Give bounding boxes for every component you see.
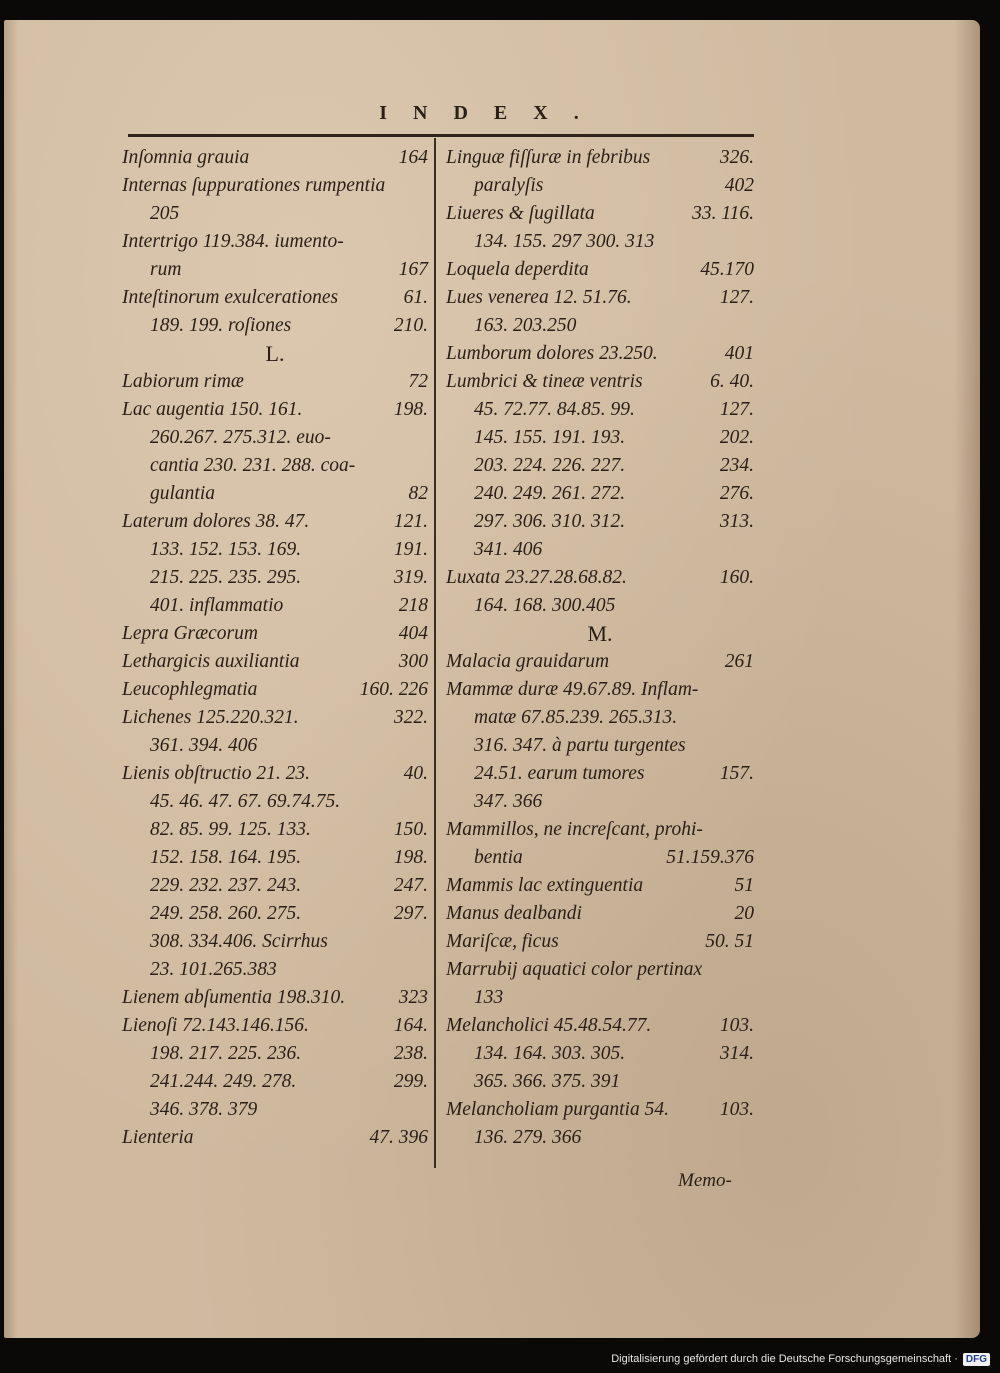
entry-text: 308. 334.406. Scirrhus — [150, 931, 328, 952]
entry-text: 205 — [150, 203, 180, 224]
index-entry — [122, 1096, 428, 1124]
entry-text: 134. 155. 297 300. 313 — [474, 231, 655, 252]
entry-text: rum — [150, 259, 182, 280]
index-entry — [122, 172, 428, 200]
credit-text: Digitalisierung gefördert durch die Deutsche Forschungsgemeinschaft · — [611, 1353, 958, 1365]
index-entry — [122, 704, 428, 732]
entry-text: Lethargicis auxiliantia — [122, 651, 300, 672]
index-entry — [122, 732, 428, 760]
index-entry — [122, 480, 428, 508]
entry-pages: 103. — [719, 1015, 754, 1036]
index-entry — [122, 284, 428, 312]
entry-text: 133. 152. 153. 169. — [150, 539, 302, 560]
index-entry — [446, 1124, 754, 1152]
catchword: Memo- — [678, 1170, 732, 1191]
entry-text: 346. 378. 379 — [150, 1099, 258, 1120]
index-entry — [122, 984, 428, 1012]
entry-text: Melancholici 45.48.54.77. — [446, 1015, 652, 1036]
index-entry — [122, 256, 428, 284]
entry-text: 45. 46. 47. 67. 69.74.75. — [150, 791, 341, 812]
book-page — [4, 20, 980, 1338]
running-head: INDEX. — [379, 102, 605, 124]
entry-text: Mariſcæ, ficus — [446, 931, 559, 952]
index-entry — [122, 452, 428, 480]
index-entry — [122, 228, 428, 256]
entry-pages: 72 — [408, 371, 428, 392]
entry-text: 297. 306. 310. 312. — [474, 511, 626, 532]
entry-pages: 404 — [398, 623, 428, 644]
entry-pages: 218 — [398, 595, 428, 616]
index-entry — [446, 284, 754, 312]
entry-pages: 322. — [393, 707, 428, 728]
entry-text: 316. 347. à partu turgentes — [474, 735, 686, 756]
index-entry — [122, 564, 428, 592]
entry-text: 133 — [474, 987, 504, 1008]
entry-text: 361. 394. 406 — [150, 735, 258, 756]
entry-text: Lienem abſumentia 198.310. — [122, 987, 346, 1008]
entry-text: 249. 258. 260. 275. — [150, 903, 302, 924]
index-entry — [446, 1040, 754, 1068]
entry-text: Intertrigo 119.384. iumento- — [122, 231, 344, 252]
entry-text: 241.244. 249. 278. — [150, 1071, 297, 1092]
entry-text: 215. 225. 235. 295. — [150, 567, 302, 588]
index-entry — [122, 760, 428, 788]
entry-pages: 150. — [393, 819, 428, 840]
entry-text: Inteſtinorum exulcerationes — [122, 287, 339, 308]
index-entry — [122, 788, 428, 816]
index-entry — [122, 900, 428, 928]
entry-pages: 326. — [719, 147, 754, 168]
entry-text: Lac augentia 150. 161. — [122, 399, 303, 420]
index-entry — [446, 396, 754, 424]
index-entry — [446, 984, 754, 1012]
entry-pages: 160. 226 — [359, 679, 428, 700]
index-entry — [122, 676, 428, 704]
entry-text: Lepra Græcorum — [122, 623, 258, 644]
entry-text: 240. 249. 261. 272. — [474, 483, 626, 504]
index-entry — [446, 1068, 754, 1096]
entry-pages: 210. — [393, 315, 428, 336]
index-entry — [122, 1068, 428, 1096]
index-entry — [122, 592, 428, 620]
entry-pages: 202. — [719, 427, 754, 448]
entry-pages: 323 — [398, 987, 428, 1008]
entry-text: Mammis lac extinguentia — [446, 875, 644, 896]
entry-text: Lumbrici & tineæ ventris — [446, 371, 643, 392]
entry-pages: 198. — [393, 399, 428, 420]
index-entry — [122, 816, 428, 844]
entry-pages: 157. — [719, 763, 754, 784]
index-entry — [122, 424, 428, 452]
entry-pages: 238. — [393, 1043, 428, 1064]
section-letter — [122, 340, 428, 368]
index-entry — [446, 144, 754, 172]
entry-pages: 45.170 — [700, 259, 754, 280]
index-entry — [122, 200, 428, 228]
index-entry — [446, 424, 754, 452]
index-entry — [446, 844, 754, 872]
entry-text: 82. 85. 99. 125. 133. — [150, 819, 311, 840]
index-entry — [446, 536, 754, 564]
index-entry — [446, 228, 754, 256]
entry-pages: 61. — [403, 287, 428, 308]
entry-pages: 50. 51 — [705, 931, 754, 952]
index-entry — [446, 312, 754, 340]
entry-text: Marrubij aquatici color pertinax — [446, 959, 703, 980]
index-entry — [446, 1096, 754, 1124]
index-entry — [446, 760, 754, 788]
entry-text: 164. 168. 300.405 — [474, 595, 616, 616]
entry-pages: 276. — [719, 483, 754, 504]
index-entry — [122, 648, 428, 676]
index-entry — [446, 452, 754, 480]
entry-text: Leucophlegmatia — [122, 679, 258, 700]
entry-pages: 319. — [393, 567, 428, 588]
entry-text: Loquela deperdita — [446, 259, 589, 280]
index-entry — [446, 732, 754, 760]
entry-text: 341. 406 — [474, 539, 543, 560]
index-entry — [122, 508, 428, 536]
index-entry — [446, 928, 754, 956]
index-entry — [446, 480, 754, 508]
entry-text: 45. 72.77. 84.85. 99. — [474, 399, 635, 420]
entry-pages: 164. — [393, 1015, 428, 1036]
index-column-left — [122, 144, 428, 1152]
index-entry — [122, 396, 428, 424]
entry-pages: 261 — [724, 651, 754, 672]
entry-text: Lues venerea 12. 51.76. — [446, 287, 632, 308]
entry-pages: 314. — [719, 1043, 754, 1064]
entry-pages: 401 — [724, 343, 754, 364]
index-entry — [446, 1012, 754, 1040]
index-entry — [446, 648, 754, 676]
index-entry — [446, 340, 754, 368]
index-entry — [446, 564, 754, 592]
index-entry — [122, 620, 428, 648]
entry-pages: 234. — [719, 455, 754, 476]
index-entry — [446, 956, 754, 984]
index-entry — [446, 900, 754, 928]
index-entry — [446, 816, 754, 844]
entry-text: Manus dealbandi — [446, 903, 582, 924]
index-entry — [446, 704, 754, 732]
entry-pages: 402 — [724, 175, 754, 196]
entry-text: Inſomnia grauia — [122, 147, 250, 168]
entry-text: 152. 158. 164. 195. — [150, 847, 302, 868]
entry-text: Internas ſuppurationes rumpentia — [122, 175, 386, 196]
entry-text: 229. 232. 237. 243. — [150, 875, 302, 896]
entry-pages: 191. — [393, 539, 428, 560]
entry-text: cantia 230. 231. 288. coa- — [150, 455, 356, 476]
entry-pages: 82 — [408, 483, 428, 504]
entry-text: 203. 224. 226. 227. — [474, 455, 626, 476]
entry-pages: 51.159.376 — [666, 847, 754, 868]
entry-text: Luxata 23.27.28.68.82. — [446, 567, 627, 588]
entry-text: 365. 366. 375. 391 — [474, 1071, 621, 1092]
entry-text: Lienteria — [122, 1127, 194, 1148]
entry-pages: 247. — [393, 875, 428, 896]
entry-text: 189. 199. roſiones — [150, 315, 292, 336]
entry-pages: 40. — [403, 763, 428, 784]
entry-text: bentia — [474, 847, 523, 868]
index-entry — [446, 368, 754, 396]
entry-pages: 20 — [734, 903, 754, 924]
entry-pages: 103. — [719, 1099, 754, 1120]
entry-text: 260.267. 275.312. euo- — [150, 427, 331, 448]
entry-text: M. — [587, 621, 613, 646]
head-rule — [128, 134, 754, 137]
column-rule — [434, 138, 436, 1168]
entry-text: 145. 155. 191. 193. — [474, 427, 626, 448]
entry-text: 163. 203.250 — [474, 315, 577, 336]
entry-pages: 47. 396 — [369, 1127, 428, 1148]
entry-pages: 167 — [398, 259, 428, 280]
entry-pages: 198. — [393, 847, 428, 868]
entry-pages: 6. 40. — [710, 371, 754, 392]
index-entry — [122, 844, 428, 872]
index-entry — [122, 1124, 428, 1152]
index-entry — [446, 172, 754, 200]
entry-text: 136. 279. 366 — [474, 1127, 582, 1148]
entry-pages: 51 — [734, 875, 754, 896]
dfg-logo: DFG — [963, 1353, 990, 1366]
index-entry — [446, 788, 754, 816]
index-entry — [122, 956, 428, 984]
digitization-credit — [611, 1348, 990, 1370]
index-entry — [122, 872, 428, 900]
entry-text: Melancholiam purgantia 54. — [446, 1099, 669, 1120]
index-entry — [446, 872, 754, 900]
entry-text: L. — [265, 341, 285, 366]
entry-pages: 127. — [719, 287, 754, 308]
index-entry — [446, 256, 754, 284]
entry-text: 198. 217. 225. 236. — [150, 1043, 302, 1064]
entry-text: Liueres & ſugillata — [446, 203, 595, 224]
entry-text: Linguæ fiſſuræ in febribus — [446, 147, 651, 168]
section-letter — [446, 620, 754, 648]
entry-text: gulantia — [150, 483, 216, 504]
index-entry — [446, 676, 754, 704]
entry-text: Mammæ duræ 49.67.89. Inflam- — [446, 679, 699, 700]
index-entry — [446, 592, 754, 620]
entry-pages: 297. — [393, 903, 428, 924]
index-entry — [122, 144, 428, 172]
entry-pages: 160. — [719, 567, 754, 588]
entry-text: 24.51. earum tumores — [474, 763, 645, 784]
index-entry — [446, 200, 754, 228]
index-column-right — [446, 144, 754, 1152]
index-entry — [122, 368, 428, 396]
entry-pages: 33. 116. — [692, 203, 754, 224]
entry-pages: 127. — [719, 399, 754, 420]
entry-text: 401. inflammatio — [150, 595, 284, 616]
entry-text: 347. 366 — [474, 791, 543, 812]
entry-text: Lumborum dolores 23.250. — [446, 343, 658, 364]
entry-text: Labiorum rimæ — [122, 371, 244, 392]
entry-text: Malacia grauidarum — [446, 651, 610, 672]
entry-pages: 313. — [719, 511, 754, 532]
entry-text: 134. 164. 303. 305. — [474, 1043, 626, 1064]
entry-pages: 121. — [393, 511, 428, 532]
entry-text: Laterum dolores 38. 47. — [122, 511, 310, 532]
entry-text: paralyſis — [474, 175, 544, 196]
entry-text: matæ 67.85.239. 265.313. — [474, 707, 678, 728]
index-entry — [122, 312, 428, 340]
index-entry — [122, 1012, 428, 1040]
entry-pages: 300 — [398, 651, 428, 672]
entry-pages: 164 — [398, 147, 428, 168]
entry-text: Mammillos, ne increſcant, prohi- — [446, 819, 703, 840]
index-entry — [122, 536, 428, 564]
entry-text: Lienis obſtructio 21. 23. — [122, 763, 310, 784]
entry-text: Lichenes 125.220.321. — [122, 707, 299, 728]
index-entry — [122, 928, 428, 956]
index-entry — [446, 508, 754, 536]
entry-pages: 299. — [393, 1071, 428, 1092]
entry-text: Lienoſi 72.143.146.156. — [122, 1015, 309, 1036]
index-entry — [122, 1040, 428, 1068]
entry-text: 23. 101.265.383 — [150, 959, 277, 980]
